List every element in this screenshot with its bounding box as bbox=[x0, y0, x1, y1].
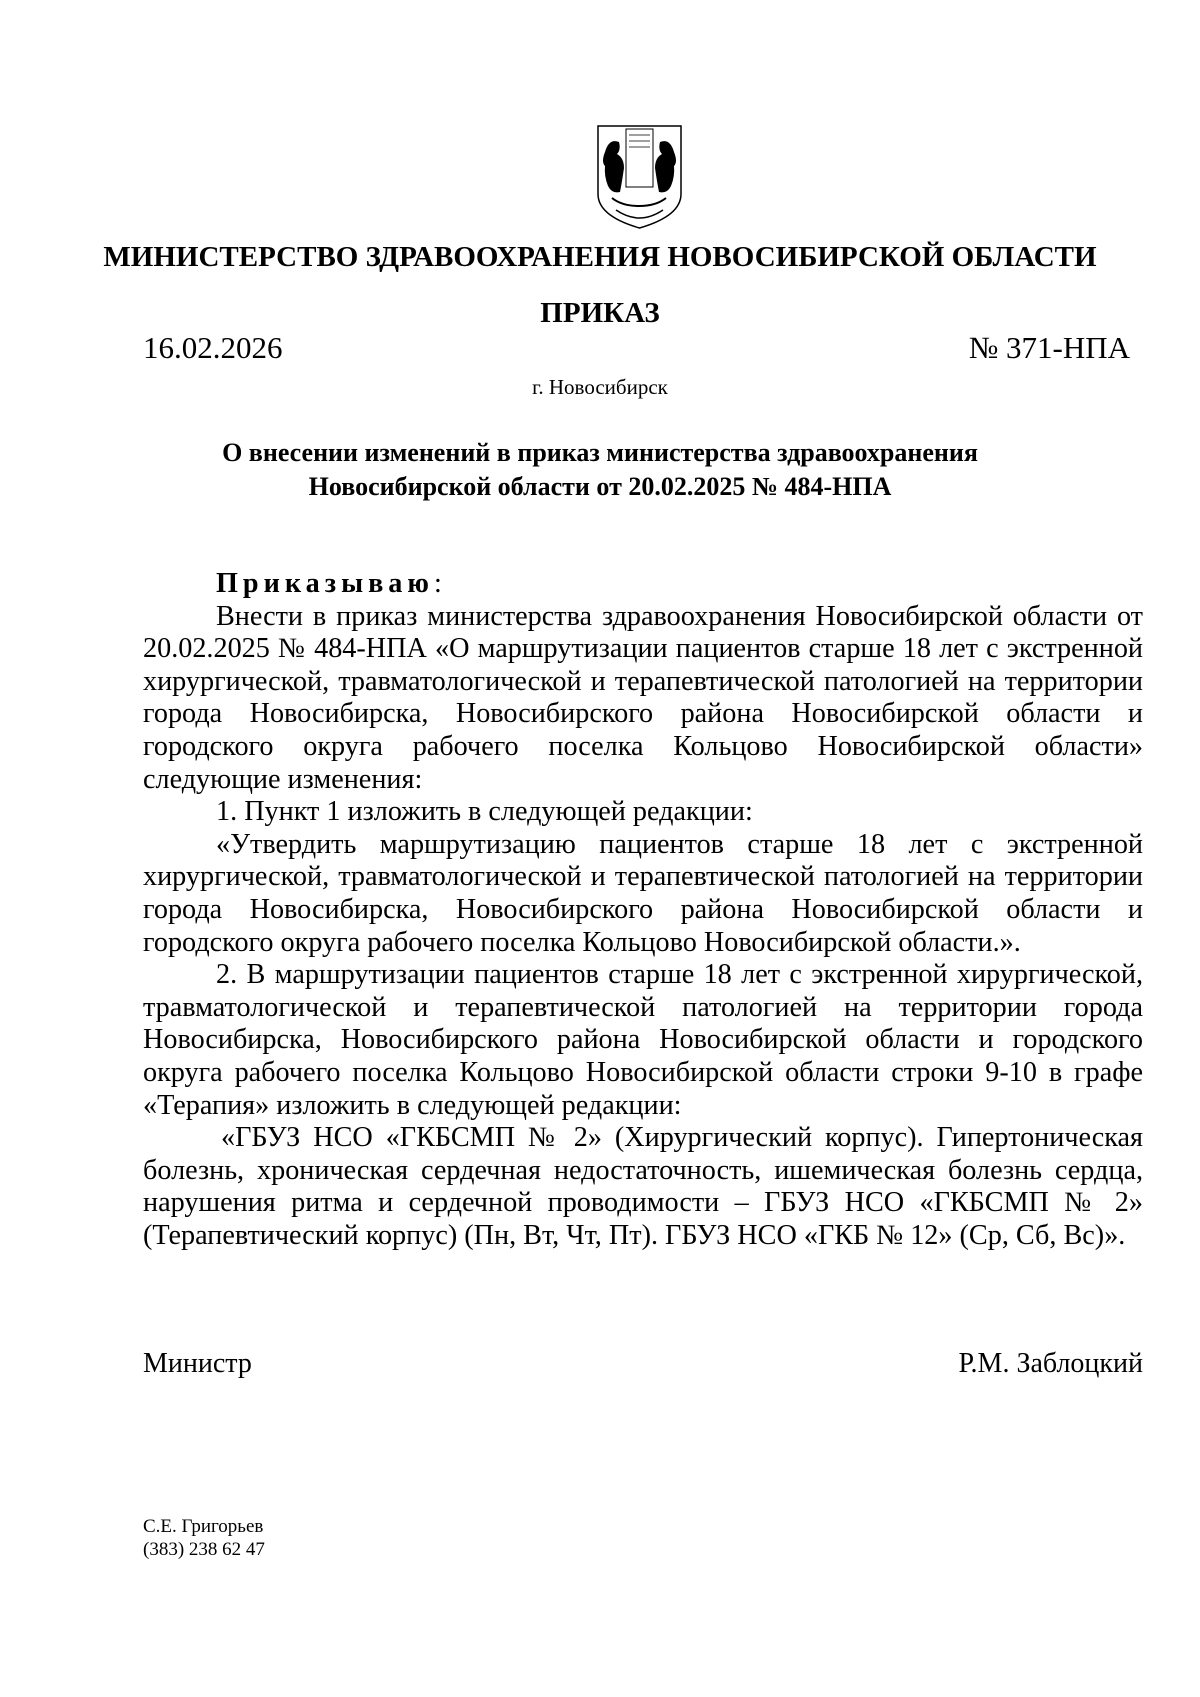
signatory-name: Р.М. Заблоцкий bbox=[958, 1348, 1143, 1379]
document-title bbox=[0, 436, 1200, 504]
executor-phone: (383) 238 62 47 bbox=[143, 1539, 265, 1560]
directive-word: Приказываю bbox=[216, 568, 434, 599]
coat-of-arms-icon bbox=[596, 124, 683, 230]
title-line-1: О внесении изменений в приказ министерства здравоохранения bbox=[222, 438, 978, 467]
document-date: 16.02.2026 bbox=[143, 330, 283, 365]
document-number: № 371-НПА bbox=[968, 330, 1130, 365]
title-line-2: Новосибирской области от 20.02.2025 № 484-НПА bbox=[308, 472, 892, 501]
ministry-name: МИНИСТЕРСТВО ЗДРАВООХРАНЕНИЯ НОВОСИБИРСКОЙ ОБЛАСТИ bbox=[103, 241, 1097, 273]
item-2-quote: «ГБУЗ НСО «ГКБСМП № 2» (Хирургический корпус). Гипертоническая болезнь, хроническая сердечная недостаточность, ишемическая болезнь сердца, нарушения ритма и сердечной проводимости – ГБУЗ НСО «ГКБСМП № 2» (Терапевтический корпус) (Пн, Вт, Чт, Пт). ГБУЗ НСО «ГКБ № 12» (Ср, Сб, Вс)». bbox=[143, 1122, 1143, 1251]
directive-line bbox=[143, 568, 1143, 601]
item-1: 1. Пункт 1 изложить в следующей редакции: bbox=[216, 796, 753, 828]
document-body bbox=[143, 568, 1143, 1252]
signatory-title: Министр bbox=[143, 1348, 252, 1379]
intro-paragraph: Внести в приказ министерства здравоохранения Новосибирской области от 20.02.2025 № 484-НПА «О маршрутизации пациентов старше 18 лет с экстренной хирургической, травматологической и терапевтической патологией на территории города Новосибирска, Новосибирского района Новосибирской области и городского округа рабочего поселка Кольцово Новосибирской области» следующие изменения: bbox=[143, 600, 1143, 795]
item-1-quote: «Утвердить маршрутизацию пациентов старше 18 лет с экстренной хирургической, травматологической и терапевтической патологией на территории города Новосибирска, Новосибирского района Новосибирской области и городского округа рабочего поселка Кольцово Новосибирской области.». bbox=[143, 828, 1143, 958]
item-2: 2. В маршрутизации пациентов старше 18 лет с экстренной хирургической, травматологической и терапевтической патологией на территории города Новосибирска, Новосибирского района Новосибирской области и городского округа рабочего поселка Кольцово Новосибирской области строки 9-10 в графе «Терапия» изложить в следующей редакции: bbox=[143, 959, 1143, 1121]
document-city: г. Новосибирск bbox=[532, 375, 668, 399]
executor-name: С.Е. Григорьев bbox=[143, 1516, 264, 1537]
document-type: ПРИКАЗ bbox=[540, 297, 660, 329]
directive-colon: : bbox=[433, 568, 442, 599]
